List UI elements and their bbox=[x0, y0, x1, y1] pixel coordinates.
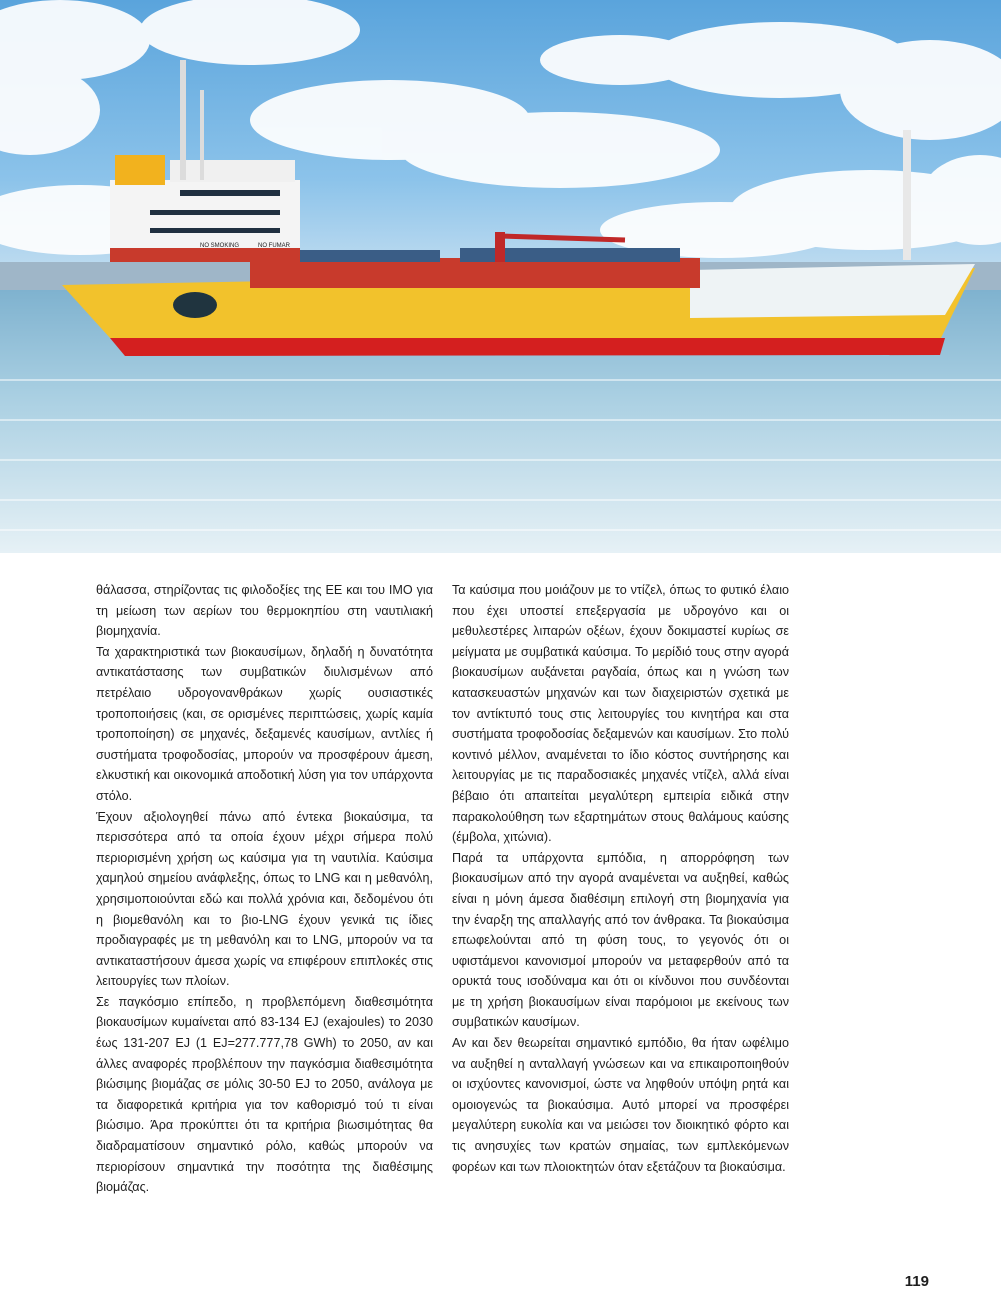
fore-mast bbox=[903, 130, 911, 260]
bow-white bbox=[690, 264, 975, 318]
paragraph: θάλασσα, στηρίζοντας τις φιλοδοξίες της ΕΕ και του IMO για τη μείωση των αερίων του θερμοκηπίου στη ναυτιλιακή βιομηχανία. bbox=[96, 583, 433, 639]
hero-photo bbox=[0, 0, 1001, 553]
paragraph: Έχουν αξιολογηθεί πάνω από έντεκα βιοκαύσιμα, τα περισσότερα από τα οποία έχουν μέχρι σήμερα πολύ περιορισμένη χρήση ως καύσιμα για τη ναυτιλία. Καύσιμα χαμηλού σημείου ανάφλεξης, όπως το LNG και η μεθανόλη, χρησιμοποιούνται εδώ και πολλά χρόνια και, δεδομένου ότι η βιομεθανόλη και το βιο-LNG έχουν γενικά τις ίδιες προδιαγραφές με τη μεθανόλη και το LNG, μπορούν να τα αντικαταστήσουν άμεσα χωρίς να επιφέρουν επιπλοκές στις λειτουργίες των πλοίων. bbox=[96, 809, 433, 989]
main-mast bbox=[180, 60, 186, 180]
bridge-sign-1: NO SMOKING bbox=[200, 243, 240, 249]
hull-red bbox=[110, 338, 945, 356]
paragraph: Παρά τα υπάρχοντα εμπόδια, η απορρόφηση των βιοκαυσίμων από την αγορά αναμένεται να αυξηθεί, καθώς είναι η μόνη άμεσα διαθέσιμη επιλογή στη βιομηχανία για την έναρξη της απαλλαγής από τον άνθρακα. Τα βιοκαύσιμα επωφελούνται από τη φύση τους, το γεγονός ότι οι υφιστάμενοι κανονισμοί μπορούν να μεταφερθούν από τα ορυκτά τους ισοδύναμα και ότι οι κίνδυνοι που συνδέονται με τη χρήση βιοκαυσίμων είναι παρόμοιοι με εκείνους των συμβατικών καυσίμων. bbox=[452, 850, 789, 1030]
right-text-column bbox=[452, 580, 789, 1177]
bridge-sign-2: NO FUMAR bbox=[258, 243, 290, 249]
paragraph: Τα χαρακτηριστικά των βιοκαυσίμων, δηλαδή η δυνατότητα αντικατάστασης των συμβατικών διυλισμένων από πετρέλαιο υδρογονανθράκων χωρίς ουσιαστικές τροποποιήσεις (και, σε ορισμένες περιπτώσεις, χωρίς καμία τροποποίηση) σε μηχανές, δεξαμενές καυσίμων, αντλίες ή συστήματα τροφοδοσίας, μπορούν να προσφέρουν άμεση, ελκυστική και οικονομικά αποδοτική λύση για τον υπάρχοντα στόλο. bbox=[96, 644, 433, 803]
paragraph: Αν και δεν θεωρείται σημαντικό εμπόδιο, θα ήταν ωφέλιμο να αυξηθεί η ανταλλαγή γνώσεων και να επικαιροποιηθούν οι ισχύοντες κανονισμοί, ώστε να ληφθούν υπόψη ρητά και ομοιογενώς τα βιοκαύσιμα. Αυτό μπορεί να προσφέρει μεγαλύτερη ευκολία και να μειώσει τον διοικητικό φόρτο και τις ανησυχίες των κρατών σημαίας, των εμπλεκόμενων φορέων και των πλοιοκτητών όταν εξετάζουν τα βιοκαύσιμα. bbox=[452, 1036, 789, 1174]
paragraph: Σε παγκόσμιο επίπεδο, η προβλεπόμενη διαθεσιμότητα βιοκαυσίμων κυμαίνεται από 83-134 EJ (exajoules) το 2030 έως 131-207 EJ (1 EJ=277.777,78 GWh) το 2050, αν και άλλες αναφορές προβλέπουν την παγκόσμια διαθεσιμότητα βιώσιμης βιομάζας σε μόλις 30-50 EJ το 2050, ανάλογα με τα διαφορετικά κριτήρια για τον καθορισμό τού τι είναι βιώσιμο. Άρα προκύπτει ότι τα κριτήρια βιωσιμότητας θα διαδραματίσουν σημαντικό ρόλο, καθώς μπορούν να περιορίσουν σημαντικά την ποσότητα της διαθέσιμης βιομάζας. bbox=[96, 994, 433, 1195]
fender bbox=[173, 292, 217, 318]
paragraph: Τα καύσιμα που μοιάζουν με το ντίζελ, όπως το φυτικό έλαιο που έχει υποστεί επεξεργασία με υδρογόνο και οι μεθυλεστέρες λιπαρών οξέων, έχουν δοκιμαστεί κυρίως σε μείγματα με συμβατικά καύσιμα. Το μερίδιό τους στην αγορά βιοκαυσίμων αυξάνεται ραγδαία, όπως και η γνώση των κατασκευαστών μηχανών και των διαχειριστών σχετικά με τον αντίκτυπό τους στις λειτουργίες του κινητήρα και στα συστήματα τροφοδοσίας δεξαμενών και καυσίμων. Στο πολύ κοντινό μέλλον, αναμένεται το ίδιο κόστος συντήρησης και λειτουργίας με τις παραδοσιακές μηχανές ντίζελ, αλλά είναι βέβαιο ότι απαιτείται μεγαλύτερη εμπειρία ειδικά στην παρακολούθηση των εξαρτημάτων στους θαλάμους καύσης (έμβολα, χιτώνια). bbox=[452, 583, 789, 845]
tanker-ship-illustration bbox=[0, 0, 1001, 553]
deck bbox=[250, 258, 700, 288]
funnel bbox=[115, 155, 165, 185]
deck-piping bbox=[300, 250, 440, 262]
page-number: 119 bbox=[904, 1273, 929, 1290]
left-text-column bbox=[96, 580, 433, 1198]
